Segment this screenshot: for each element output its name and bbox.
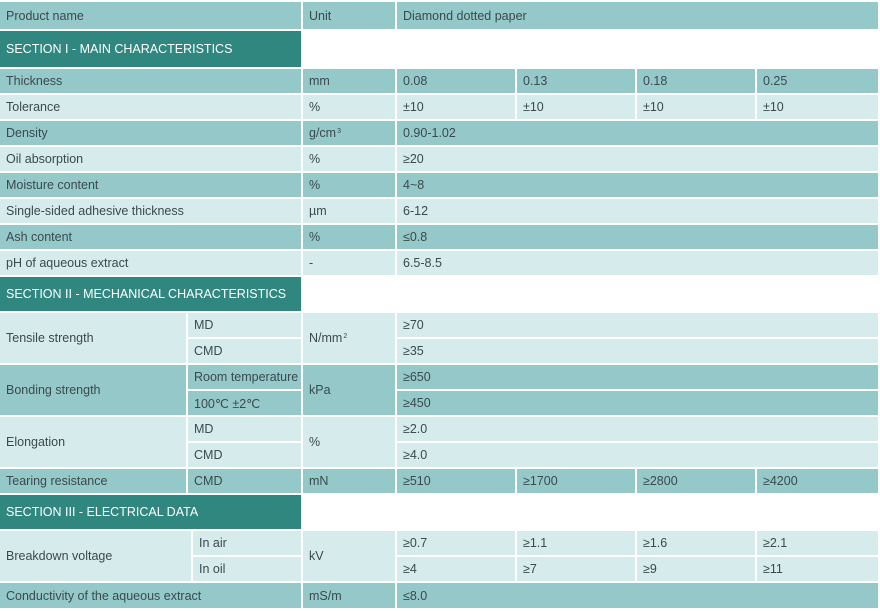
- moisture-value: 4~8: [397, 173, 878, 197]
- tolerance-value: ±10: [637, 95, 755, 119]
- breakdown-air-value: ≥1.6: [637, 531, 755, 555]
- tolerance-label: Tolerance: [0, 95, 301, 119]
- thickness-value: 0.18: [637, 69, 755, 93]
- elongation-cmd-value: ≥4.0: [397, 443, 878, 467]
- conductivity-label: Conductivity of the aqueous extract: [0, 583, 301, 608]
- breakdown-label: Breakdown voltage: [0, 531, 191, 581]
- tearing-value: ≥1700: [517, 469, 635, 493]
- tearing-value: ≥510: [397, 469, 515, 493]
- tearing-sub: CMD: [188, 469, 301, 493]
- elongation-sub-md: MD: [188, 417, 301, 441]
- bonding-unit: kPa: [303, 365, 395, 415]
- bonding-room-value: ≥650: [397, 365, 878, 389]
- tearing-value: ≥4200: [757, 469, 878, 493]
- moisture-unit: %: [303, 173, 395, 197]
- breakdown-sub-oil: In oil: [193, 557, 301, 581]
- ph-value: 6.5-8.5: [397, 251, 878, 275]
- tensile-unit-base: N/mm: [309, 331, 343, 345]
- elongation-label: Elongation: [0, 417, 186, 467]
- tolerance-value: ±10: [517, 95, 635, 119]
- section-1-title: SECTION I - MAIN CHARACTERISTICS: [0, 31, 301, 67]
- tensile-sub-md: MD: [188, 313, 301, 337]
- thickness-value: 0.13: [517, 69, 635, 93]
- tensile-unit: N/mm $^2$: [303, 313, 395, 363]
- breakdown-oil-value: ≥11: [757, 557, 878, 581]
- tensile-sub-cmd: CMD: [188, 339, 301, 363]
- moisture-label: Moisture content: [0, 173, 301, 197]
- adhesive-label: Single-sided adhesive thickness: [0, 199, 301, 223]
- density-value: 0.90-1.02: [397, 121, 878, 145]
- bonding-sub-room: Room temperature: [188, 365, 301, 389]
- elongation-sub-cmd: CMD: [188, 443, 301, 467]
- tearing-label: Tearing resistance: [0, 469, 186, 493]
- tensile-label: Tensile strength: [0, 313, 186, 363]
- breakdown-air-value: ≥1.1: [517, 531, 635, 555]
- density-unit-base: g/cm: [309, 126, 337, 140]
- ash-value: ≤0.8: [397, 225, 878, 249]
- oil-absorption-value: ≥20: [397, 147, 878, 171]
- tearing-unit: mN: [303, 469, 395, 493]
- tolerance-value: ±10: [757, 95, 878, 119]
- ph-unit: -: [303, 251, 395, 275]
- ph-label: pH of aqueous extract: [0, 251, 301, 275]
- bonding-sub-100c: 100℃ ±2℃: [188, 391, 301, 415]
- thickness-value: 0.25: [757, 69, 878, 93]
- breakdown-unit: kV: [303, 531, 395, 581]
- header-product-name: Product name: [0, 2, 301, 29]
- breakdown-air-value: ≥2.1: [757, 531, 878, 555]
- adhesive-value: 6-12: [397, 199, 878, 223]
- ash-label: Ash content: [0, 225, 301, 249]
- density-unit: g/cm $^3$: [303, 121, 395, 145]
- oil-absorption-label: Oil absorption: [0, 147, 301, 171]
- breakdown-sub-air: In air: [193, 531, 301, 555]
- thickness-value: 0.08: [397, 69, 515, 93]
- tolerance-unit: %: [303, 95, 395, 119]
- section-2-title: SECTION II - MECHANICAL CHARACTERISTICS: [0, 277, 301, 311]
- tensile-cmd-value: ≥35: [397, 339, 878, 363]
- breakdown-oil-value: ≥4: [397, 557, 515, 581]
- adhesive-unit: µm: [303, 199, 395, 223]
- elongation-md-value: ≥2.0: [397, 417, 878, 441]
- tensile-md-value: ≥70: [397, 313, 878, 337]
- header-value: Diamond dotted paper: [397, 2, 878, 29]
- conductivity-unit: mS/m: [303, 583, 395, 608]
- bonding-100c-value: ≥450: [397, 391, 878, 415]
- breakdown-air-value: ≥0.7: [397, 531, 515, 555]
- section-3-title: SECTION III - ELECTRICAL DATA: [0, 495, 301, 529]
- density-label: Density: [0, 121, 301, 145]
- header-unit: Unit: [303, 2, 395, 29]
- breakdown-oil-value: ≥9: [637, 557, 755, 581]
- oil-absorption-unit: %: [303, 147, 395, 171]
- tearing-value: ≥2800: [637, 469, 755, 493]
- thickness-unit: mm: [303, 69, 395, 93]
- ash-unit: %: [303, 225, 395, 249]
- elongation-unit: %: [303, 417, 395, 467]
- breakdown-oil-value: ≥7: [517, 557, 635, 581]
- bonding-label: Bonding strength: [0, 365, 186, 415]
- thickness-label: Thickness: [0, 69, 301, 93]
- conductivity-value: ≤8.0: [397, 583, 878, 608]
- tolerance-value: ±10: [397, 95, 515, 119]
